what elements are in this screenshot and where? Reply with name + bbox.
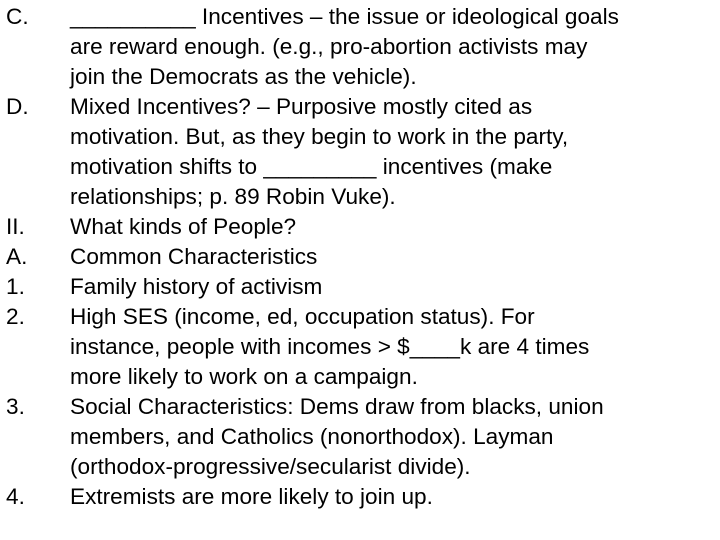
outline-line: are reward enough. (e.g., pro-abortion activists may: [70, 34, 588, 59]
outline-line: join the Democrats as the vehicle).: [70, 64, 417, 89]
outline-marker: A.: [6, 244, 28, 269]
outline-marker: 4.: [6, 484, 25, 509]
outline-line: members, and Catholics (nonorthodox). Layman: [70, 424, 554, 449]
outline-line: Common Characteristics: [70, 244, 318, 269]
outline-text: [70, 392, 714, 482]
outline-line: Mixed Incentives? – Purposive mostly cited as: [70, 94, 533, 119]
outline-marker: 2.: [6, 304, 25, 329]
outline-item-4: [6, 482, 714, 512]
outline-list: [6, 2, 714, 512]
outline-line: Social Characteristics: Dems draw from blacks, union: [70, 394, 604, 419]
outline-text: [70, 302, 714, 392]
outline-marker: II.: [6, 214, 25, 239]
outline-line: instance, people with incomes > $____k are 4 times: [70, 334, 590, 359]
outline-item-1: [6, 272, 714, 302]
outline-item-c: [6, 2, 714, 92]
outline-text: [70, 92, 714, 212]
outline-item-3: [6, 392, 714, 482]
outline-line: more likely to work on a campaign.: [70, 364, 418, 389]
outline-text: [70, 482, 714, 512]
outline-line: relationships; p. 89 Robin Vuke).: [70, 184, 396, 209]
outline-marker: 3.: [6, 394, 25, 419]
outline-text: [70, 242, 714, 272]
outline-line: __________ Incentives – the issue or ideological goals: [70, 4, 619, 29]
outline-item-2: [6, 302, 714, 392]
outline-marker: C.: [6, 4, 29, 29]
outline-line: High SES (income, ed, occupation status). For: [70, 304, 535, 329]
outline-marker: 1.: [6, 274, 25, 299]
outline-marker: D.: [6, 94, 29, 119]
outline-text: [70, 2, 714, 92]
outline-text: [70, 212, 714, 242]
outline-line: What kinds of People?: [70, 214, 297, 239]
outline-item-a: [6, 242, 714, 272]
outline-item-d: [6, 92, 714, 212]
outline-line: motivation shifts to _________ incentives (make: [70, 154, 553, 179]
outline-line: motivation. But, as they begin to work in the party,: [70, 124, 569, 149]
outline-line: Family history of activism: [70, 274, 323, 299]
outline-item-ii: [6, 212, 714, 242]
outline-line: Extremists are more likely to join up.: [70, 484, 433, 509]
outline-text: [70, 272, 714, 302]
outline-line: (orthodox-progressive/secularist divide).: [70, 454, 471, 479]
